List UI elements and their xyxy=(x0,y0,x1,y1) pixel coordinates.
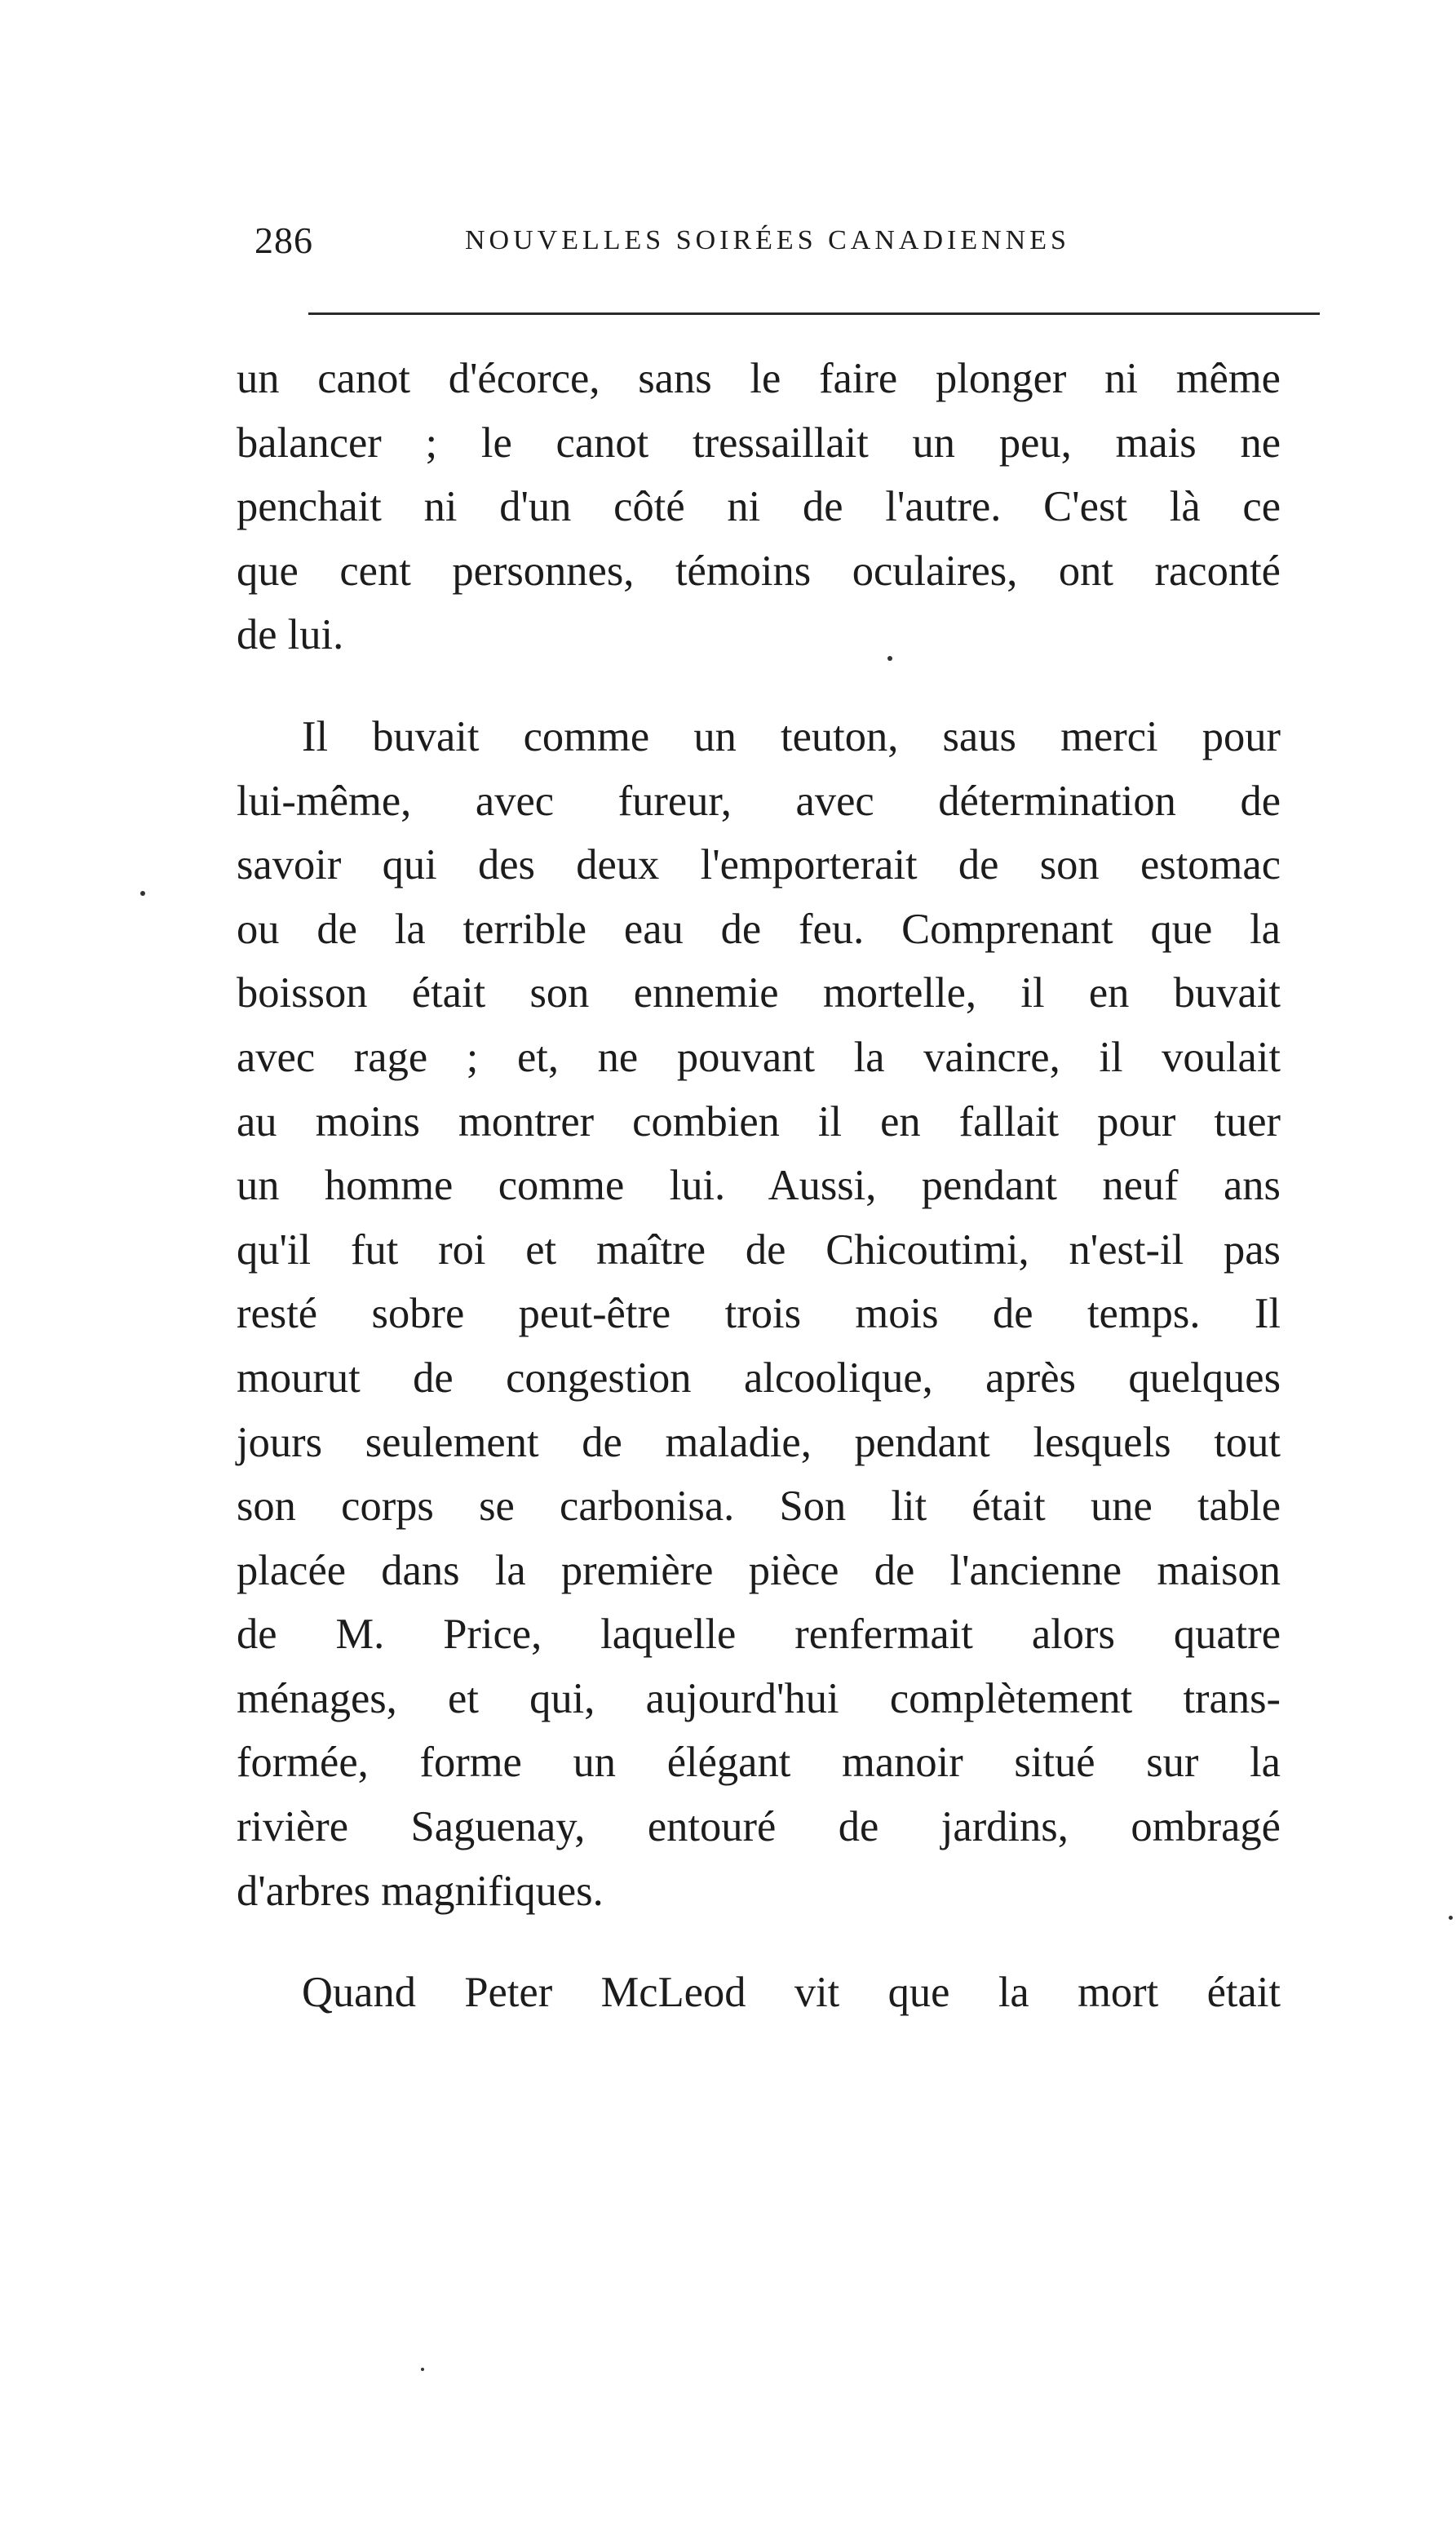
running-head xyxy=(254,219,1307,268)
scan-speck xyxy=(1449,1916,1453,1920)
paragraph-1 xyxy=(237,347,1281,667)
text-line: jours seulement de maladie, pendant lesquels tout xyxy=(237,1418,1281,1466)
text-line: ou de la terrible eau de feu. Comprenant que la xyxy=(237,905,1281,953)
text-line: un homme comme lui. Aussi, pendant neuf ans xyxy=(237,1162,1281,1210)
text-line: formée, forme un élégant manoir situé sur la xyxy=(237,1739,1281,1787)
text-line: Il buvait comme un teuton, saus merci pour xyxy=(302,712,1281,760)
paragraph-gap xyxy=(237,1923,1281,1961)
text-line: de lui. xyxy=(237,611,344,659)
text-line: penchait ni d'un côté ni de l'autre. C'est là ce xyxy=(237,483,1281,531)
page-number: 286 xyxy=(254,219,313,261)
scan-speck xyxy=(421,2368,424,2371)
text-line: savoir qui des deux l'emporterait de son estomac xyxy=(237,841,1281,889)
text-line: lui-même, avec fureur, avec détermination de xyxy=(237,777,1281,825)
paragraph-3 xyxy=(237,1961,1281,2025)
text-line: resté sobre peut-être trois mois de temps. Il xyxy=(237,1290,1281,1338)
text-line: un canot d'écorce, sans le faire plonger ni même xyxy=(237,355,1281,402)
text-line: au moins montrer combien il en fallait pour tuer xyxy=(237,1097,1281,1146)
text-line: qu'il fut roi et maître de Chicoutimi, n'est-il pas xyxy=(237,1225,1281,1274)
scan-speck xyxy=(140,891,145,896)
text-line: que cent personnes, témoins oculaires, ont raconté xyxy=(237,547,1281,595)
text-line: d'arbres magnifiques. xyxy=(237,1867,604,1915)
text-line: balancer ; le canot tressaillait un peu, mais ne xyxy=(237,419,1281,467)
text-line: rivière Saguenay, entouré de jardins, ombragé xyxy=(237,1803,1281,1851)
text-line: placée dans la première pièce de l'ancienne maison xyxy=(237,1546,1281,1594)
text-line: son corps se carbonisa. Son lit était une table xyxy=(237,1482,1281,1531)
scan-speck xyxy=(887,656,892,661)
text-line: mourut de congestion alcoolique, après quelques xyxy=(237,1354,1281,1402)
header-rule xyxy=(308,312,1320,315)
text-line: de M. Price, laquelle renfermait alors quatre xyxy=(237,1611,1281,1659)
text-line: boisson était son ennemie mortelle, il en buvait xyxy=(237,969,1281,1017)
text-line: Quand Peter McLeod vit que la mort était xyxy=(302,1969,1281,2017)
text-line: avec rage ; et, ne pouvant la vaincre, il voulait xyxy=(237,1033,1281,1081)
paragraph-2 xyxy=(237,705,1281,1923)
body-text xyxy=(237,347,1281,2025)
paragraph-gap xyxy=(237,667,1281,705)
running-title: NOUVELLES SOIRÉES CANADIENNES xyxy=(465,225,1070,255)
text-line: ménages, et qui, aujourd'hui complètement trans- xyxy=(237,1674,1281,1722)
